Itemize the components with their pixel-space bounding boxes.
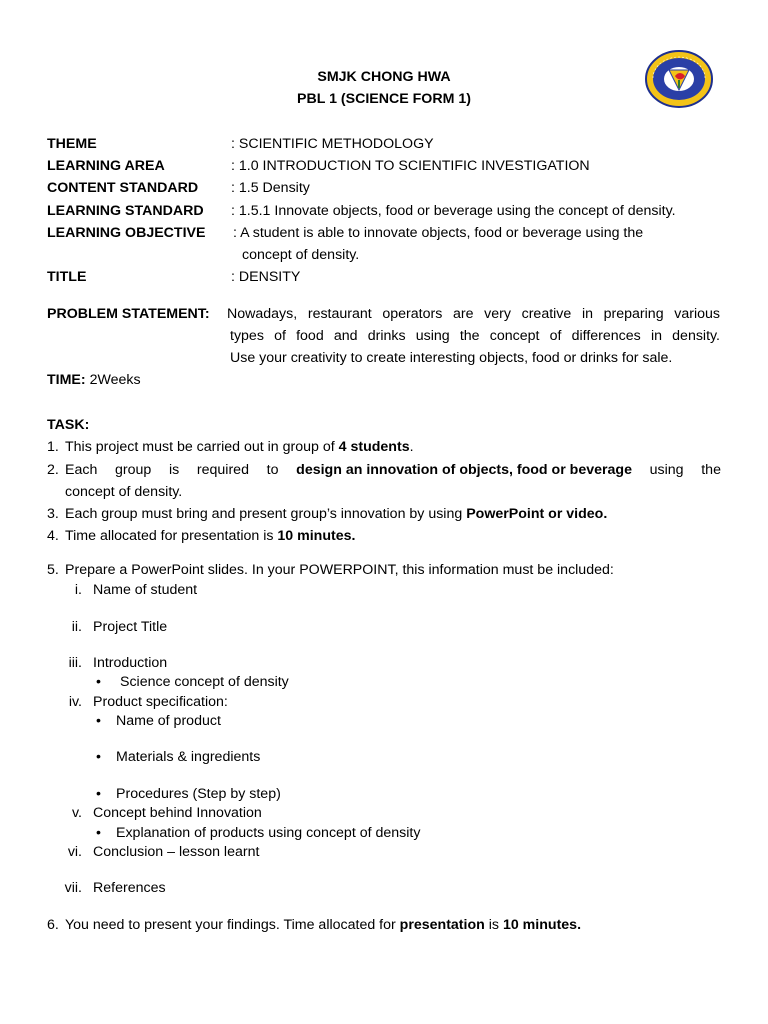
task-2-bold: design an innovation of objects, food or beverage	[296, 462, 632, 478]
task-2-word: is	[168, 462, 180, 478]
task-item-6	[65, 914, 581, 936]
task-6-text-mid: is	[484, 917, 503, 933]
problem-statement-line-1: Nowadays, restaurant operators are very creative in preparing various	[227, 306, 720, 322]
task-2-word: using	[649, 462, 684, 478]
roman-number-iv: iv.	[68, 694, 82, 710]
content-standard-value: : 1.5 Density	[231, 180, 310, 196]
list-item-product-specification: Product specification:	[93, 694, 228, 710]
task-1-bold: 4 students	[338, 439, 410, 455]
bullet-explanation: Explanation of products using concept of density	[116, 825, 421, 841]
task-item-3	[65, 503, 607, 525]
bullet-procedures: Procedures (Step by step)	[116, 786, 281, 802]
task-4-text: Time allocated for presentation is	[65, 528, 278, 544]
time-value: 2Weeks	[89, 372, 141, 388]
title-label: TITLE	[47, 269, 87, 285]
task-heading: TASK:	[47, 417, 90, 433]
bullet-icon: •	[96, 825, 101, 841]
theme-value: : SCIENTIFIC METHODOLOGY	[231, 136, 434, 152]
learning-area-label: LEARNING AREA	[47, 158, 165, 174]
bullet-science-concept: Science concept of density	[120, 674, 289, 690]
content-standard-label: CONTENT STANDARD	[47, 180, 199, 196]
school-name: SMJK CHONG HWA	[317, 69, 451, 85]
task-1-end: .	[409, 439, 414, 455]
roman-number-v: v.	[72, 805, 82, 821]
bullet-icon: •	[96, 674, 101, 690]
title-value: : DENSITY	[231, 269, 301, 285]
roman-number-vi: vi.	[67, 844, 82, 860]
task-1-text: This project must be carried out in group of	[65, 439, 339, 455]
theme-label: THEME	[47, 136, 97, 152]
problem-statement-line-2: types of food and drinks using the concept of differences in density.	[230, 328, 720, 344]
bullet-icon: •	[96, 786, 101, 802]
task-number-5: 5.	[47, 562, 59, 578]
problem-statement-label: PROBLEM STATEMENT:	[47, 306, 210, 322]
list-item-references: References	[93, 880, 166, 896]
time-label: TIME:	[47, 372, 86, 388]
problem-statement-line-3: Use your creativity to create interesting objects, food or drinks for sale.	[230, 350, 673, 366]
task-number-6: 6.	[47, 917, 59, 933]
bullet-icon: •	[96, 749, 101, 765]
learning-area-value: : 1.0 INTRODUCTION TO SCIENTIFIC INVESTIGATION	[231, 158, 590, 174]
task-item-2	[65, 459, 721, 481]
task-item-1	[65, 436, 414, 458]
task-2-word: Each	[65, 462, 98, 478]
task-2-word: to	[266, 462, 279, 478]
task-item-4	[65, 525, 355, 547]
bullet-materials: Materials & ingredients	[116, 749, 261, 765]
task-number-4: 4.	[47, 528, 59, 544]
task-6-bold-end: 10 minutes.	[502, 917, 582, 933]
learning-objective-value: : A student is able to innovate objects, food or beverage using the	[233, 225, 644, 241]
task-number-1: 1.	[47, 439, 59, 455]
roman-number-ii: ii.	[71, 619, 82, 635]
document-subtitle: PBL 1 (SCIENCE FORM 1)	[297, 91, 471, 107]
task-6-text: You need to present your findings. Time allocated for	[65, 917, 400, 933]
roman-number-vii: vii.	[64, 880, 82, 896]
task-number-2: 2.	[47, 462, 59, 478]
bullet-name-of-product: Name of product	[116, 713, 221, 729]
task-number-3: 3.	[47, 506, 59, 522]
task-item-2-cont: concept of density.	[65, 484, 183, 500]
learning-standard-label: LEARNING STANDARD	[47, 203, 204, 219]
list-item-conclusion: Conclusion – lesson learnt	[93, 844, 260, 860]
task-2-word: group	[115, 462, 152, 478]
roman-number-iii: iii.	[68, 655, 82, 671]
task-2-word: required	[196, 462, 249, 478]
learning-objective-value-cont: concept of density.	[242, 247, 360, 263]
task-6-bold: presentation	[399, 917, 485, 933]
time-row	[47, 369, 141, 391]
list-item-concept: Concept behind Innovation	[93, 805, 262, 821]
bullet-icon: •	[96, 713, 101, 729]
list-item-name-of-student: Name of student	[93, 582, 198, 598]
task-3-bold: PowerPoint or video.	[466, 506, 608, 522]
task-3-text: Each group must bring and present group’s innovation by using	[65, 506, 467, 522]
task-4-bold: 10 minutes.	[277, 528, 356, 544]
learning-standard-value: : 1.5.1 Innovate objects, food or beverage using the concept of density.	[231, 203, 676, 219]
list-item-introduction: Introduction	[93, 655, 168, 671]
task-2-word: the	[701, 462, 721, 478]
roman-number-i: i.	[74, 582, 82, 598]
list-item-project-title: Project Title	[93, 619, 168, 635]
task-item-5: Prepare a PowerPoint slides. In your POWERPOINT, this information must be included:	[65, 562, 614, 578]
learning-objective-label: LEARNING OBJECTIVE	[47, 225, 206, 241]
